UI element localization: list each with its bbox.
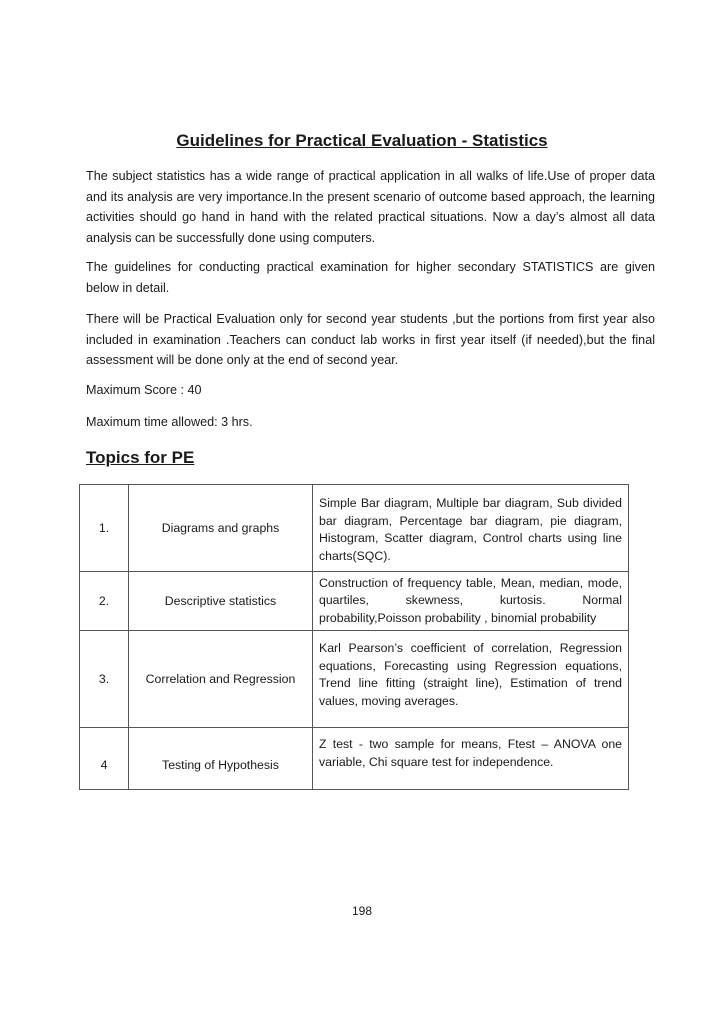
evaluation-paragraph: There will be Practical Evaluation only for second year students ,but the portions from first year also included in examination .Teachers can conduct lab works in first year itself (if needed),but the final assessment will be done only at the end of second year. [86, 312, 655, 367]
row-number: 2. [80, 572, 129, 631]
table-row [80, 485, 629, 572]
row-topic: Correlation and Regression [129, 631, 313, 728]
guidelines-paragraph: The guidelines for conducting practical examination for higher secondary STATISTICS are given below in detail. [86, 260, 655, 295]
row-description: Simple Bar diagram, Multiple bar diagram, Sub divided bar diagram, Percentage bar diagram, pie diagram, Histogram, Scatter diagram, Control charts using line charts(SQC). [313, 485, 629, 572]
row-number: 1. [80, 485, 129, 572]
table-row [80, 728, 629, 790]
maximum-time: Maximum time allowed: 3 hrs. [86, 415, 253, 429]
maximum-score: Maximum Score : 40 [86, 383, 202, 397]
table-row [80, 631, 629, 728]
page-title: Guidelines for Practical Evaluation - Statistics [176, 131, 548, 150]
section-heading: Topics for PE [86, 448, 195, 467]
row-description: Karl Pearson’s coefficient of correlation, Regression equations, Forecasting using Regression equations, Trend line fitting (straight line), Estimation of trend values, moving averages. [313, 631, 629, 728]
topics-table [79, 484, 629, 790]
intro-paragraph: The subject statistics has a wide range of practical application in all walks of life.Use of proper data and its analysis are very importance.In the present scenario of outcome based approach, the learning activities should go hand in hand with the related practical situations. Now a day’s almost all data analysis can be successfully done using computers. [86, 169, 655, 245]
row-description: Z test - two sample for means, Ftest – ANOVA one variable, Chi square test for independence. [313, 728, 629, 790]
row-topic: Testing of Hypothesis [129, 728, 313, 790]
row-number: 3. [80, 631, 129, 728]
row-topic: Descriptive statistics [129, 572, 313, 631]
row-description: Construction of frequency table, Mean, median, mode, quartiles, skewness, kurtosis. Normal probability,Poisson probability , binomial probability [313, 572, 629, 631]
row-topic: Diagrams and graphs [129, 485, 313, 572]
row-number: 4 [80, 728, 129, 790]
page-number: 198 [351, 904, 373, 918]
table-row [80, 572, 629, 631]
